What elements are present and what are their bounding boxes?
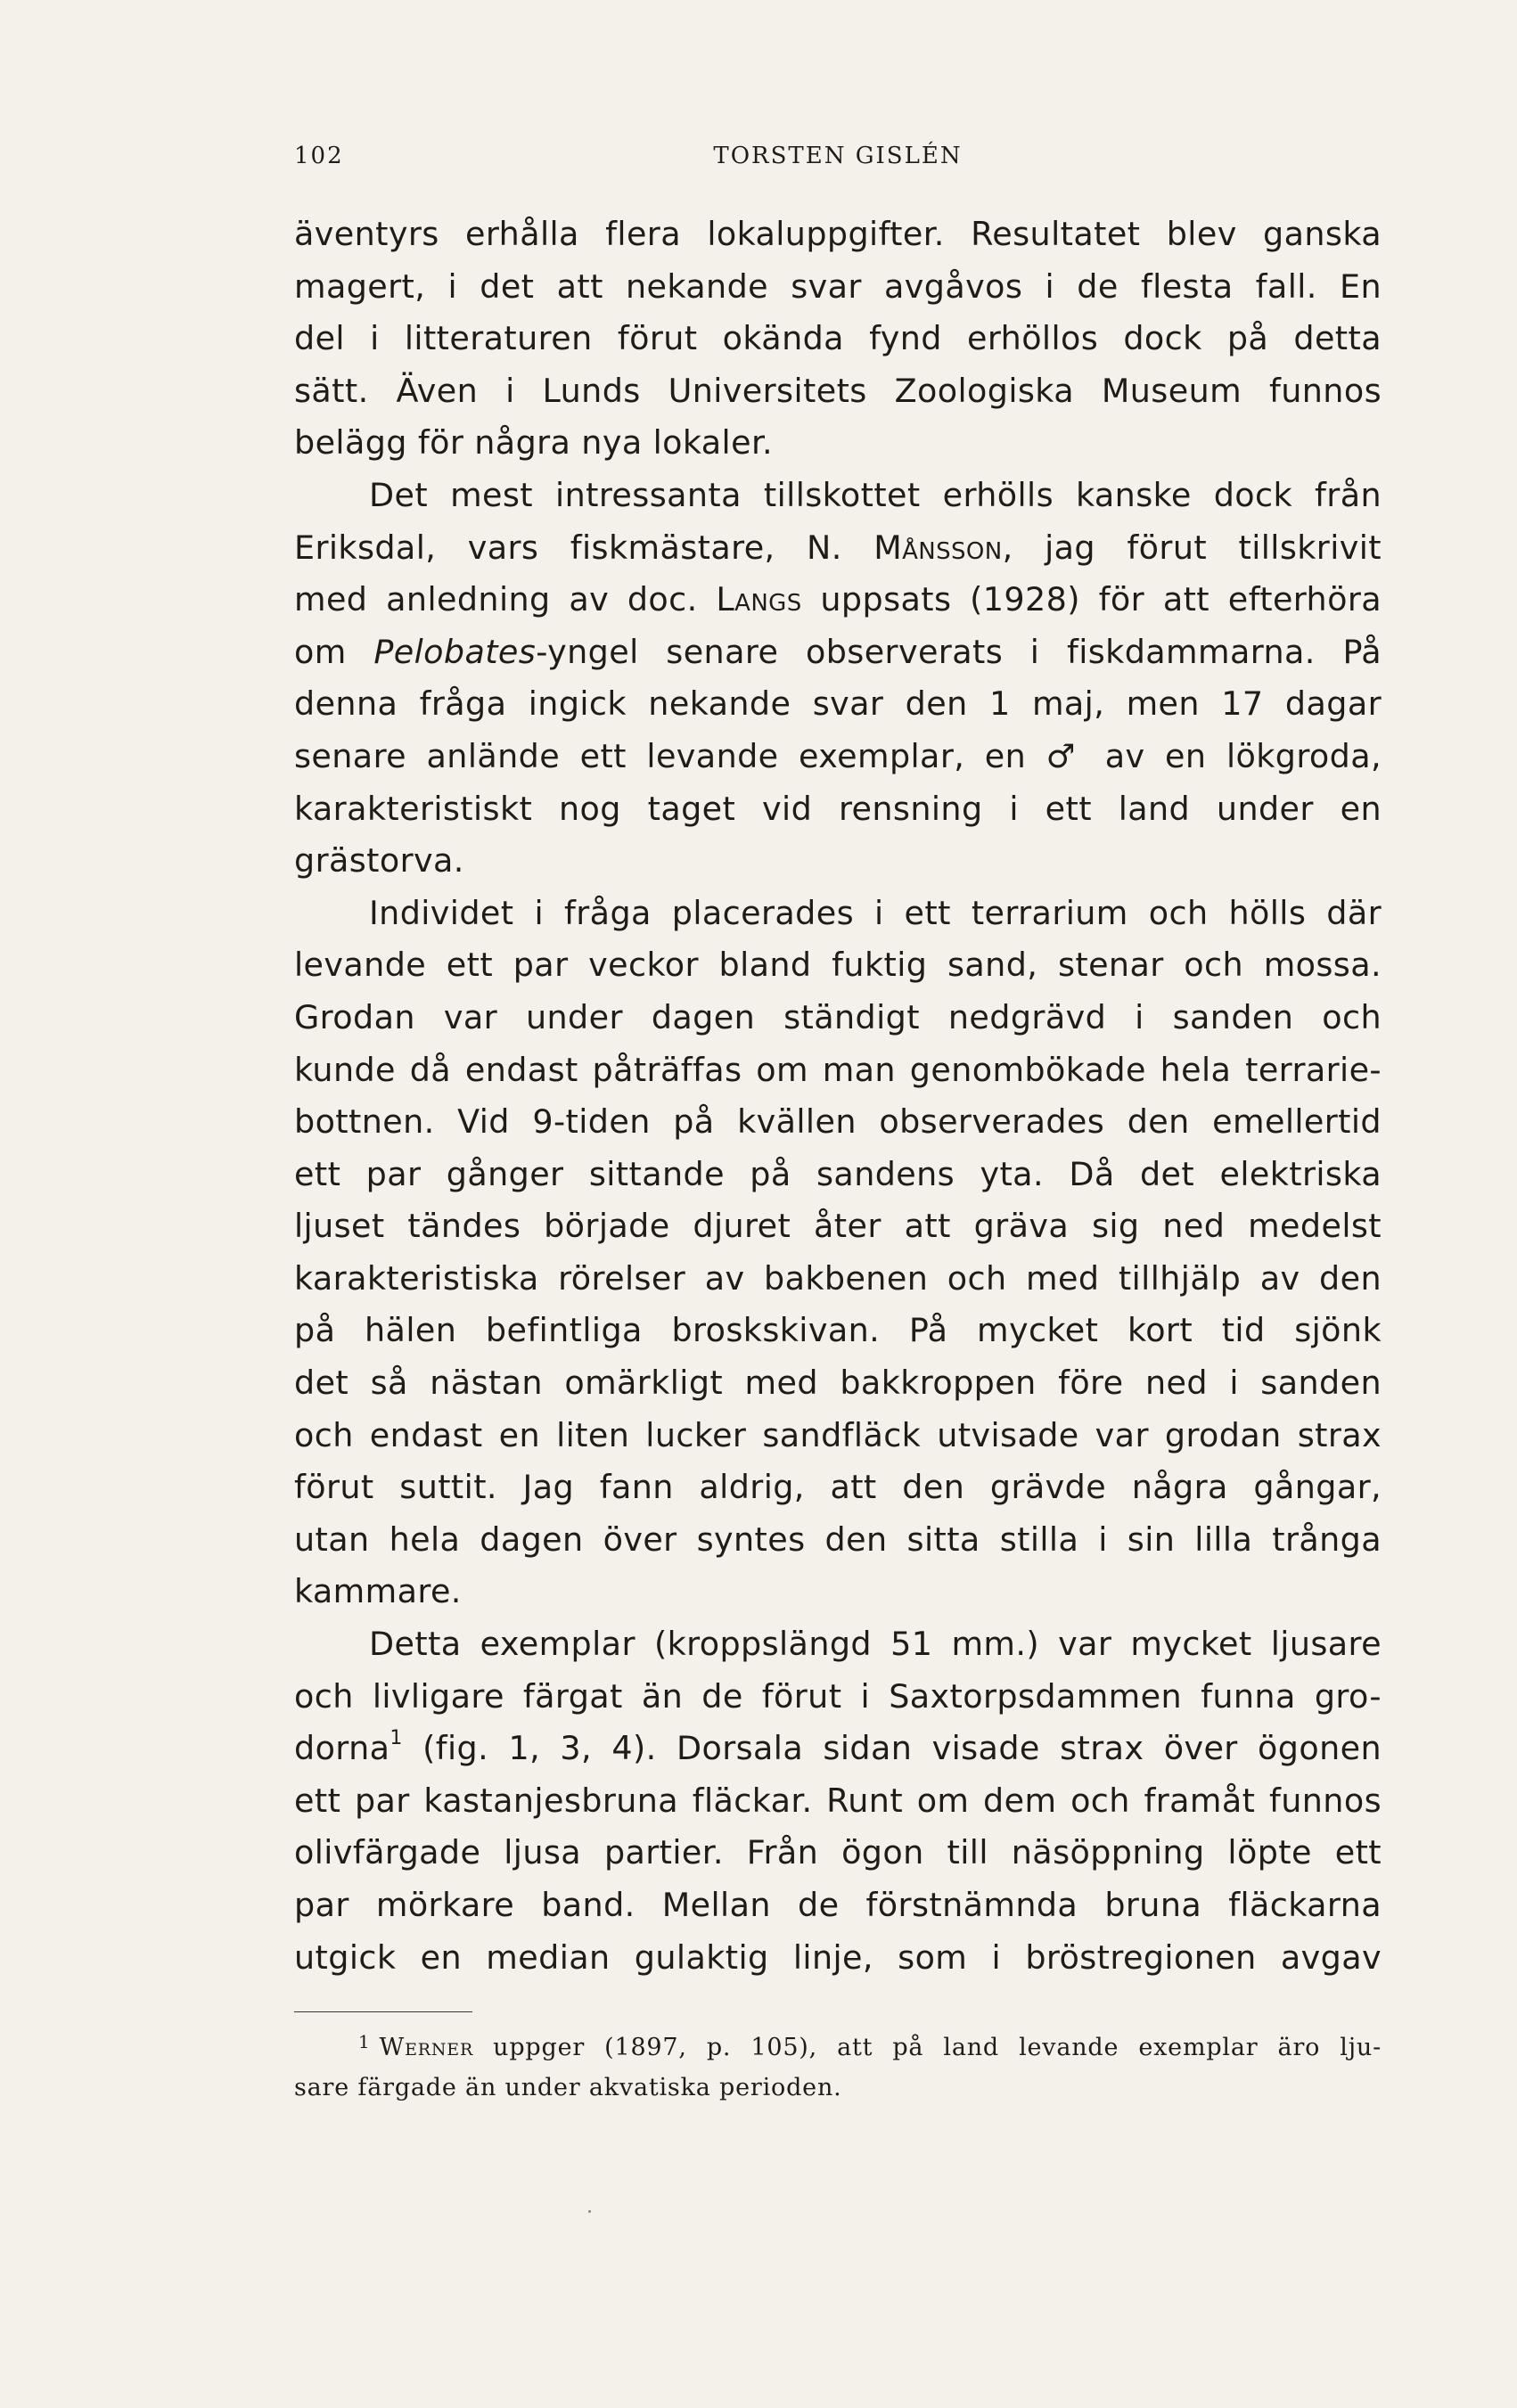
text-segment: med anledning av doc. [294, 580, 717, 619]
text-line: magert, i det att nekande svar avgåvos i de flesta fall. En [294, 266, 1382, 306]
text-line: Detta exemplar (kroppslängd 51 mm.) var mycket ljusare [369, 1625, 1382, 1664]
text-line: grästorva. [294, 841, 464, 880]
footnote-divider [294, 2011, 472, 2012]
text-line: ljuset tändes började djuret åter att gräva sig ned medelst [294, 1207, 1382, 1246]
paragraph-2 [294, 470, 1382, 888]
text-line: belägg för några nya lokaler. [294, 423, 774, 463]
page-header [294, 143, 1382, 178]
text-line: och endast en liten lucker sandfläck utvisade var grodan strax [294, 1415, 1382, 1454]
text-line: och livligare färgat än de förut i Saxtorpsdammen funna gro- [294, 1676, 1382, 1716]
text-segment: uppsats (1928) för att efterhöra [801, 580, 1382, 619]
text-line: Det mest intressanta tillskottet erhölls kanske dock från [369, 475, 1382, 514]
text-segment: uppger (1897, p. 105), att på land levande exemplar äro lju- [473, 2034, 1382, 2061]
footnote-line [294, 2028, 1382, 2068]
running-head: TORSTEN GISLÉN [713, 143, 963, 169]
person-name: Werner [379, 2034, 474, 2061]
footnote [294, 2028, 1382, 2108]
person-name: Månsson [873, 528, 1003, 567]
text-line: äventyrs erhålla flera lokaluppgifter. Resultatet blev ganska [294, 215, 1382, 253]
text-line: karakteristiskt nog taget vid rensning i ett land under en [294, 789, 1382, 828]
text-segment: -yngel senare observerats i fiskdammarna. På [536, 632, 1382, 671]
text-line: utan hela dagen över syntes den sitta stilla i sin lilla trånga [294, 1519, 1382, 1559]
speck [588, 2210, 591, 2213]
paragraph-3 [294, 888, 1382, 1618]
text-line: senare anlände ett levande exemplar, en ♂ av en lökgroda, [294, 736, 1382, 775]
text-line: bottnen. Vid 9-tiden på kvällen observerades den emellertid [294, 1102, 1382, 1142]
text-line: ett par gånger sittande på sandens yta. Då det elektriska [294, 1154, 1382, 1193]
text-line: ett par kastanjesbruna fläckar. Runt om dem och framåt funnos [294, 1781, 1382, 1820]
text-line: förut suttit. Jag fann aldrig, att den grävde några gångar, [294, 1468, 1382, 1507]
text-line: del i litteraturen förut okända fynd erhöllos dock på detta [294, 319, 1382, 358]
person-name: Langs [716, 580, 802, 619]
text-line: Individet i fråga placerades i ett terrarium och hölls där [369, 893, 1382, 932]
genus-name: Pelobates [373, 632, 537, 671]
page-number: 102 [294, 143, 344, 169]
footnote-marker: 1 [390, 1727, 403, 1750]
text-line: kunde då endast påträffas om man genombökade hela terrarie- [294, 1050, 1382, 1089]
text-line: kammare. [294, 1572, 462, 1611]
text-line [294, 1723, 1382, 1775]
text-line: Grodan var under dagen ständigt nedgrävd i sanden och [294, 997, 1382, 1036]
paragraph-4 [294, 1618, 1382, 1984]
text-line: karakteristiska rörelser av bakbenen och med tillhjälp av den [294, 1258, 1382, 1298]
text-segment: dorna [294, 1729, 390, 1768]
text-segment: (fig. 1, 3, 4). Dorsala sidan visade strax över ögonen [402, 1729, 1382, 1768]
text-line [294, 574, 1382, 627]
text-segment: om [294, 632, 374, 671]
text-line: utgick en median gulaktig linje, som i bröstregionen avgav [294, 1937, 1382, 1977]
text-line: sätt. Även i Lunds Universitets Zoologiska Museum funnos [294, 371, 1382, 410]
text-line: på hälen befintliga broskskivan. På mycket kort tid sjönk [294, 1311, 1382, 1350]
footnote-number: 1 [358, 2031, 371, 2052]
text-segment: , jag förut tillskrivit [1002, 528, 1382, 567]
body-text [294, 209, 1382, 1984]
text-line: olivfärgade ljusa partier. Från ögon till näsöppning löpte ett [294, 1833, 1382, 1872]
text-line [294, 627, 1382, 679]
footnote-line: sare färgade än under akvatiska perioden. [294, 2074, 842, 2101]
text-line: par mörkare band. Mellan de förstnämnda bruna fläckarna [294, 1886, 1382, 1924]
text-line [294, 522, 1382, 575]
paragraph-1 [294, 209, 1382, 470]
text-segment: Eriksdal, vars fiskmästare, N. [294, 528, 874, 567]
text-line: levande ett par veckor bland fuktig sand, stenar och mossa. [294, 946, 1382, 985]
text-line: denna fråga ingick nekande svar den 1 maj, men 17 dagar [294, 684, 1382, 724]
text-line: det så nästan omärkligt med bakkroppen före ned i sanden [294, 1364, 1382, 1403]
